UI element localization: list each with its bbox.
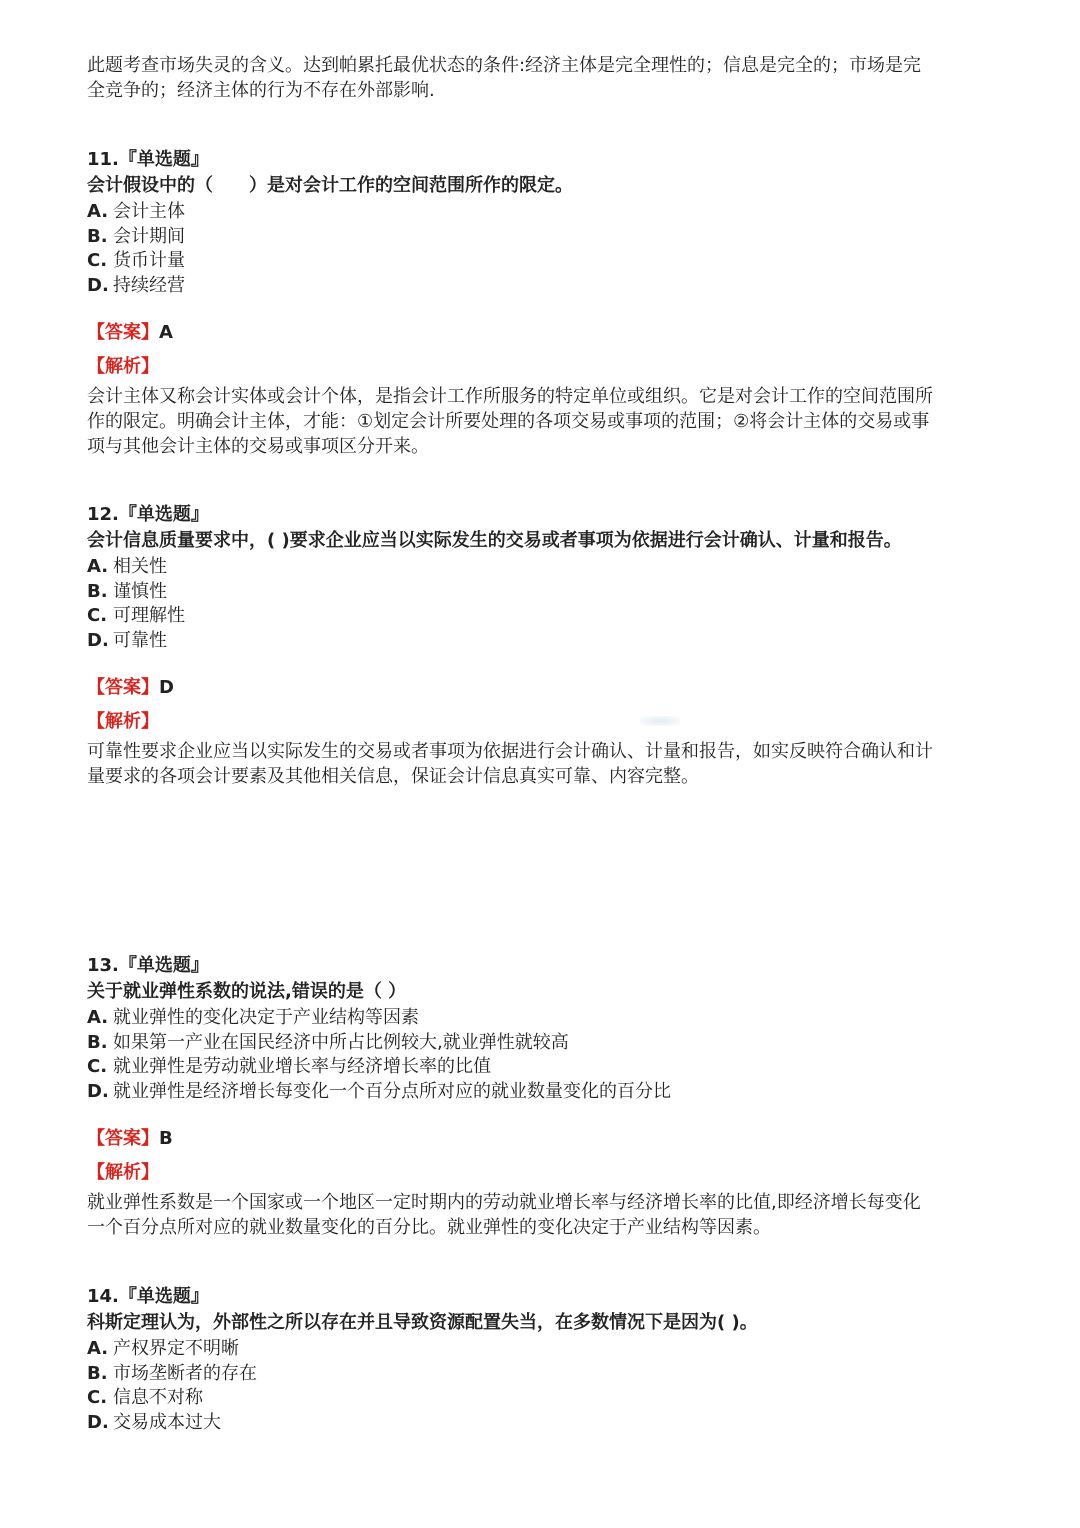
option-c[interactable] xyxy=(87,604,987,629)
option-text: 就业弹性是经济增长每变化一个百分点所对应的就业数量变化的百分比 xyxy=(113,1080,671,1102)
option-c[interactable] xyxy=(87,1055,987,1080)
option-d[interactable] xyxy=(87,1080,987,1105)
option-b[interactable] xyxy=(87,580,987,605)
option-letter: D. xyxy=(87,1411,109,1433)
scan-smudge xyxy=(640,716,680,726)
answer-tag: 【答案】 xyxy=(87,677,159,698)
option-a[interactable] xyxy=(87,1006,987,1031)
question-text: 会计信息质量要求中，( )要求企业应当以实际发生的交易或者事项为依据进行会计确认、计量和报告。 xyxy=(87,530,902,551)
option-b[interactable] xyxy=(87,1031,987,1056)
option-text: 谨慎性 xyxy=(113,580,167,602)
answer-tag: 【答案】 xyxy=(87,1128,159,1149)
option-letter: C. xyxy=(87,250,108,271)
question-heading: 13.『单选题』 xyxy=(87,955,209,976)
question-heading: 12.『单选题』 xyxy=(87,504,209,525)
analysis-line: 量要求的各项会计要素及其他相关信息，保证会计信息真实可靠、内容完整。 xyxy=(87,766,699,787)
option-text: 持续经营 xyxy=(113,274,185,296)
analysis-line: 一个百分点所对应的就业数量变化的百分比。就业弹性的变化决定于产业结构等因素。 xyxy=(87,1217,771,1238)
analysis-tag: 【解析】 xyxy=(87,1162,159,1183)
option-text: 相关性 xyxy=(113,556,167,577)
analysis-line: 作的限定。明确会计主体，才能：①划定会计所要处理的各项交易或事项的范围；②将会计主体的交易或事 xyxy=(87,411,930,432)
option-c[interactable] xyxy=(87,1386,987,1411)
option-letter: B. xyxy=(87,225,108,247)
option-letter: B. xyxy=(87,1031,108,1053)
analysis-13 xyxy=(87,1160,987,1186)
option-letter: B. xyxy=(87,1362,108,1384)
option-text: 就业弹性的变化决定于产业结构等因素 xyxy=(113,1007,419,1028)
option-text: 产权界定不明晰 xyxy=(113,1338,239,1359)
question-text: 关于就业弹性系数的说法,错误的是（ ） xyxy=(87,981,407,1002)
option-letter: A. xyxy=(87,1007,109,1028)
question-12 xyxy=(87,502,987,653)
option-a[interactable] xyxy=(87,200,987,225)
answer-value: D xyxy=(159,677,174,698)
option-letter: D. xyxy=(87,1080,109,1102)
option-text: 会计期间 xyxy=(113,225,185,247)
analysis-tag: 【解析】 xyxy=(87,711,159,732)
analysis-text-13 xyxy=(87,1190,987,1240)
answer-tag: 【答案】 xyxy=(87,322,159,343)
option-letter: A. xyxy=(87,201,109,222)
intro-explanation xyxy=(87,53,987,103)
option-text: 信息不对称 xyxy=(113,1387,203,1408)
answer-12 xyxy=(87,675,987,701)
analysis-line: 可靠性要求企业应当以实际发生的交易或者事项为依据进行会计确认、计量和报告，如实反映符合确认和计 xyxy=(87,741,933,762)
option-text: 会计主体 xyxy=(113,201,185,222)
analysis-line: 会计主体又称会计实体或会计个体，是指会计工作所服务的特定单位或组织。它是对会计工作的空间范围所 xyxy=(87,386,933,407)
analysis-tag: 【解析】 xyxy=(87,356,159,377)
question-11 xyxy=(87,147,987,298)
option-text: 交易成本过大 xyxy=(113,1411,221,1433)
option-text: 可靠性 xyxy=(113,629,167,651)
option-letter: D. xyxy=(87,274,109,296)
option-d[interactable] xyxy=(87,274,987,299)
question-14 xyxy=(87,1284,987,1435)
answer-11 xyxy=(87,320,987,346)
analysis-line: 就业弹性系数是一个国家或一个地区一定时期内的劳动就业增长率与经济增长率的比值,即经济增长每变化 xyxy=(87,1192,921,1213)
question-heading: 11.『单选题』 xyxy=(87,149,209,170)
analysis-text-11 xyxy=(87,384,987,459)
option-c[interactable] xyxy=(87,249,987,274)
intro-line: 全竞争的；经济主体的行为不存在外部影响. xyxy=(87,80,435,101)
option-letter: B. xyxy=(87,580,108,602)
option-b[interactable] xyxy=(87,225,987,250)
option-letter: D. xyxy=(87,629,109,651)
answer-value: A xyxy=(159,322,173,343)
answer-value: B xyxy=(159,1128,173,1149)
option-text: 市场垄断者的存在 xyxy=(113,1362,257,1384)
analysis-11 xyxy=(87,354,987,380)
option-b[interactable] xyxy=(87,1362,987,1387)
option-letter: C. xyxy=(87,1387,108,1408)
option-text: 如果第一产业在国民经济中所占比例较大,就业弹性就较高 xyxy=(113,1031,569,1053)
option-letter: C. xyxy=(87,605,108,626)
option-letter: A. xyxy=(87,556,109,577)
question-text: 会计假设中的（ ）是对会计工作的空间范围所作的限定。 xyxy=(87,175,573,196)
option-a[interactable] xyxy=(87,1337,987,1362)
question-13 xyxy=(87,953,987,1104)
analysis-text-12 xyxy=(87,739,987,789)
option-letter: C. xyxy=(87,1056,108,1077)
option-d[interactable] xyxy=(87,629,987,654)
option-text: 货币计量 xyxy=(113,250,185,271)
answer-13 xyxy=(87,1126,987,1152)
question-heading: 14.『单选题』 xyxy=(87,1286,209,1307)
option-a[interactable] xyxy=(87,555,987,580)
option-d[interactable] xyxy=(87,1411,987,1436)
option-text: 可理解性 xyxy=(113,605,185,626)
analysis-line: 项与其他会计主体的交易或事项区分开来。 xyxy=(87,436,429,457)
question-text: 科斯定理认为，外部性之所以存在并且导致资源配置失当，在多数情况下是因为( )。 xyxy=(87,1312,758,1333)
intro-line: 此题考查市场失灵的含义。达到帕累托最优状态的条件:经济主体是完全理性的；信息是完全的；市场是完 xyxy=(87,55,922,76)
analysis-12 xyxy=(87,709,987,735)
option-letter: A. xyxy=(87,1338,109,1359)
option-text: 就业弹性是劳动就业增长率与经济增长率的比值 xyxy=(113,1056,491,1077)
